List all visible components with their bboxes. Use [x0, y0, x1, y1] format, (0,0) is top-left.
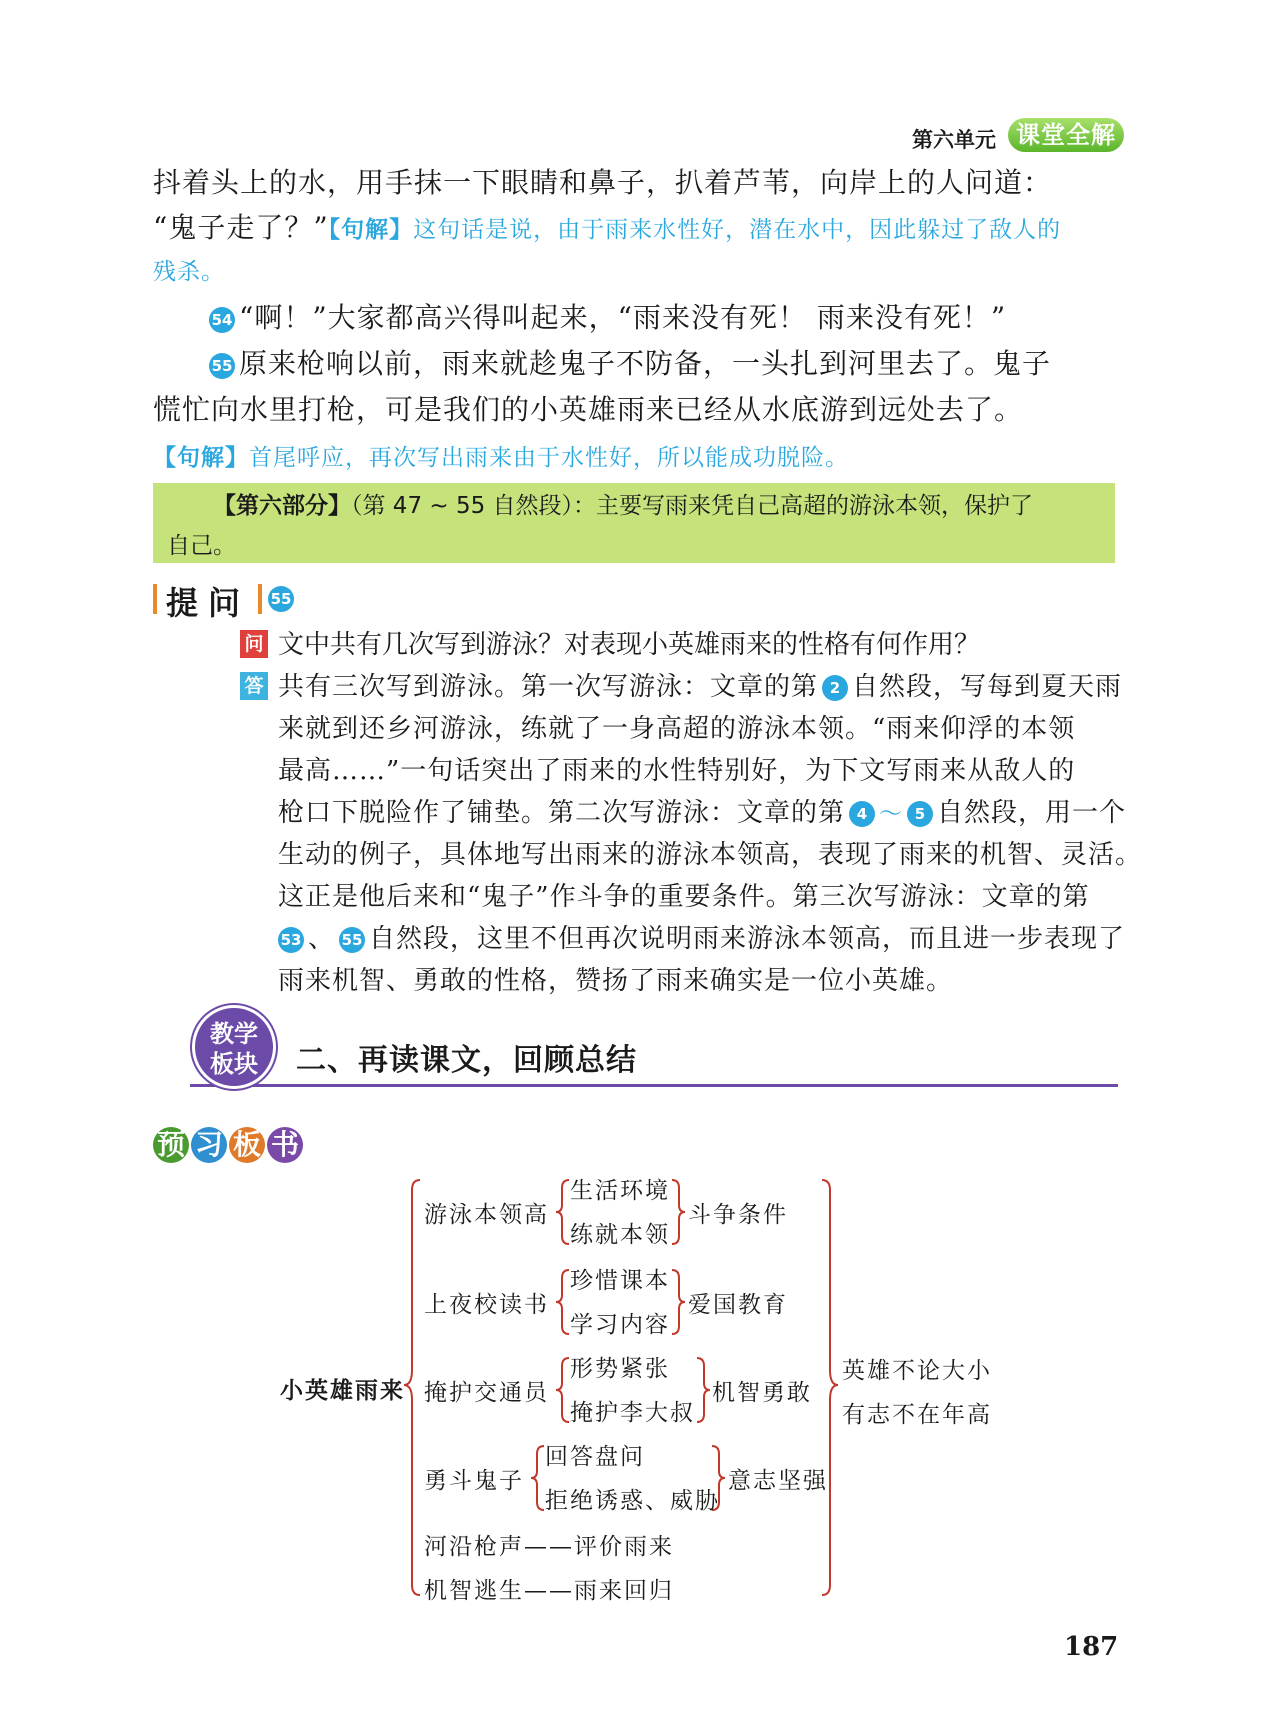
mindmap-branch: 勇斗鬼子 — [424, 1468, 524, 1494]
sentence-note: 这句话是说，由于雨来水性好，潜在水中，因此躲过了敌人的 — [413, 217, 1062, 243]
mindmap-branch: 河沿枪声——评价雨来 — [424, 1534, 674, 1560]
paragraph-55-text: 原来枪响以前，雨来就趁鬼子不防备，一头扎到河里去了。鬼子 — [239, 347, 1052, 380]
mindmap-result: 爱国教育 — [688, 1292, 788, 1318]
unit-label: 第六单元 — [912, 128, 996, 152]
sentence-note-55-text: 首尾呼应，再次写出雨来由于水性好，所以能成功脱险。 — [249, 445, 849, 471]
answer-line-8: 雨来机智、勇敢的性格，赞扬了雨来确实是一位小英雄。 — [278, 966, 954, 996]
paragraph-number: 53 — [278, 927, 304, 953]
paragraph-number-55: 55 — [209, 353, 235, 379]
sentence-note-cont: 残杀。 — [153, 259, 225, 285]
mindmap-branch: 机智逃生——雨来回归 — [424, 1578, 674, 1604]
answer-line-5: 生动的例子，具体地写出雨来的游泳本领高，表现了雨来的机智、灵活。 — [278, 840, 1143, 870]
mindmap-result: 斗争条件 — [688, 1202, 788, 1228]
mindmap-branch: 掩护交通员 — [424, 1380, 549, 1406]
mindmap-leaf: 回答盘问 — [545, 1444, 645, 1470]
tag-char: 预 — [153, 1127, 189, 1163]
section-badge-line-2: 板块 — [210, 1050, 258, 1078]
question-text: 文中共有几次写到游泳？对表现小英雄雨来的性格有何作用？ — [278, 630, 981, 660]
paragraph-number: 55 — [339, 927, 365, 953]
quote: “鬼子走了？” — [153, 211, 329, 244]
mindmap-root: 小英雄雨来 — [280, 1378, 405, 1404]
paragraph-number: 5 — [907, 801, 933, 827]
answer-line-2: 来就到还乡河游泳，练就了一身高超的游泳本领。“雨来仰浮的本领 — [278, 714, 1076, 744]
range-sep: ～ — [879, 801, 904, 827]
paragraph-55-cont: 慌忙向水里打枪，可是我们的小英雄雨来已经从水底游到远处去了。 — [153, 393, 1024, 426]
mindmap-result: 意志坚强 — [728, 1468, 828, 1494]
tag-char: 板 — [229, 1127, 265, 1163]
mindmap-leaf: 练就本领 — [570, 1222, 670, 1248]
answer-icon: 答 — [240, 672, 268, 700]
mindmap-leaf: 形势紧张 — [570, 1356, 670, 1382]
paragraph-number: 4 — [849, 801, 875, 827]
mindmap-result: 机智勇敢 — [712, 1380, 812, 1406]
mindmap-branch: 上夜校读书 — [424, 1292, 549, 1318]
question-icon: 问 — [240, 630, 268, 658]
mindmap-branch: 游泳本领高 — [424, 1202, 549, 1228]
mindmap-leaf: 学习内容 — [570, 1312, 670, 1338]
answer-text: 枪口下脱险作了铺垫。第二次写游泳：文章的第 — [278, 798, 846, 828]
page-number: 187 — [1064, 1632, 1119, 1662]
sentence-note-tag-55: 【句解】 — [153, 445, 249, 471]
answer-text: 自然段，写每到夏天雨 — [852, 672, 1123, 702]
mindmap-conclusion: 有志不在年高 — [842, 1402, 992, 1428]
tiwen-paragraph-number: 55 — [268, 586, 294, 612]
sentence-note-tag: 【句解】 — [328, 217, 414, 243]
answer-text: 自然段，这里不但再次说明雨来游泳本领高，而且进一步表现了 — [369, 924, 1126, 954]
part-six-text: （第 47 ~ 55 自然段）：主要写雨来凭自己高超的游泳本领，保护了 — [351, 493, 1034, 519]
mindmap-conclusion: 英雄不论大小 — [842, 1358, 992, 1384]
tag-char: 书 — [267, 1127, 303, 1163]
tiwen-title: 提问 — [166, 584, 251, 622]
mindmap-leaf: 掩护李大叔 — [570, 1400, 695, 1426]
mindmap-leaf: 珍惜课本 — [570, 1268, 670, 1294]
part-six-line-2: 自己。 — [167, 533, 236, 559]
mindmap-leaf: 生活环境 — [570, 1178, 670, 1204]
answer-text: 共有三次写到游泳。第一次写游泳：文章的第 — [278, 672, 819, 702]
paragraph-54-text: “啊！”大家都高兴得叫起来，“雨来没有死！ 雨来没有死！” — [239, 301, 1007, 334]
mindmap-leaf: 拒绝诱惑、威胁 — [545, 1488, 720, 1514]
separator: 、 — [308, 924, 336, 954]
answer-line-6: 这正是他后来和“鬼子”作斗争的重要条件。第三次写游泳：文章的第 — [278, 882, 1090, 912]
tag-char: 习 — [191, 1127, 227, 1163]
part-six-label: 【第六部分】 — [213, 493, 351, 519]
answer-text: 自然段，用一个 — [937, 798, 1127, 828]
section-title: 二、再读课文，回顾总结 — [296, 1043, 637, 1078]
paragraph-number: 2 — [822, 675, 848, 701]
answer-line-3: 最高……”一句话突出了雨来的水性特别好，为下文写雨来从敌人的 — [278, 756, 1076, 786]
section-badge-line-1: 教学 — [210, 1020, 258, 1048]
paragraph-number-54: 54 — [209, 307, 235, 333]
section-badge: 课堂全解 — [1008, 118, 1124, 152]
text-line-1: 抖着头上的水，用手抹一下眼睛和鼻子，扒着芦苇，向岸上的人问道： — [153, 166, 1053, 199]
